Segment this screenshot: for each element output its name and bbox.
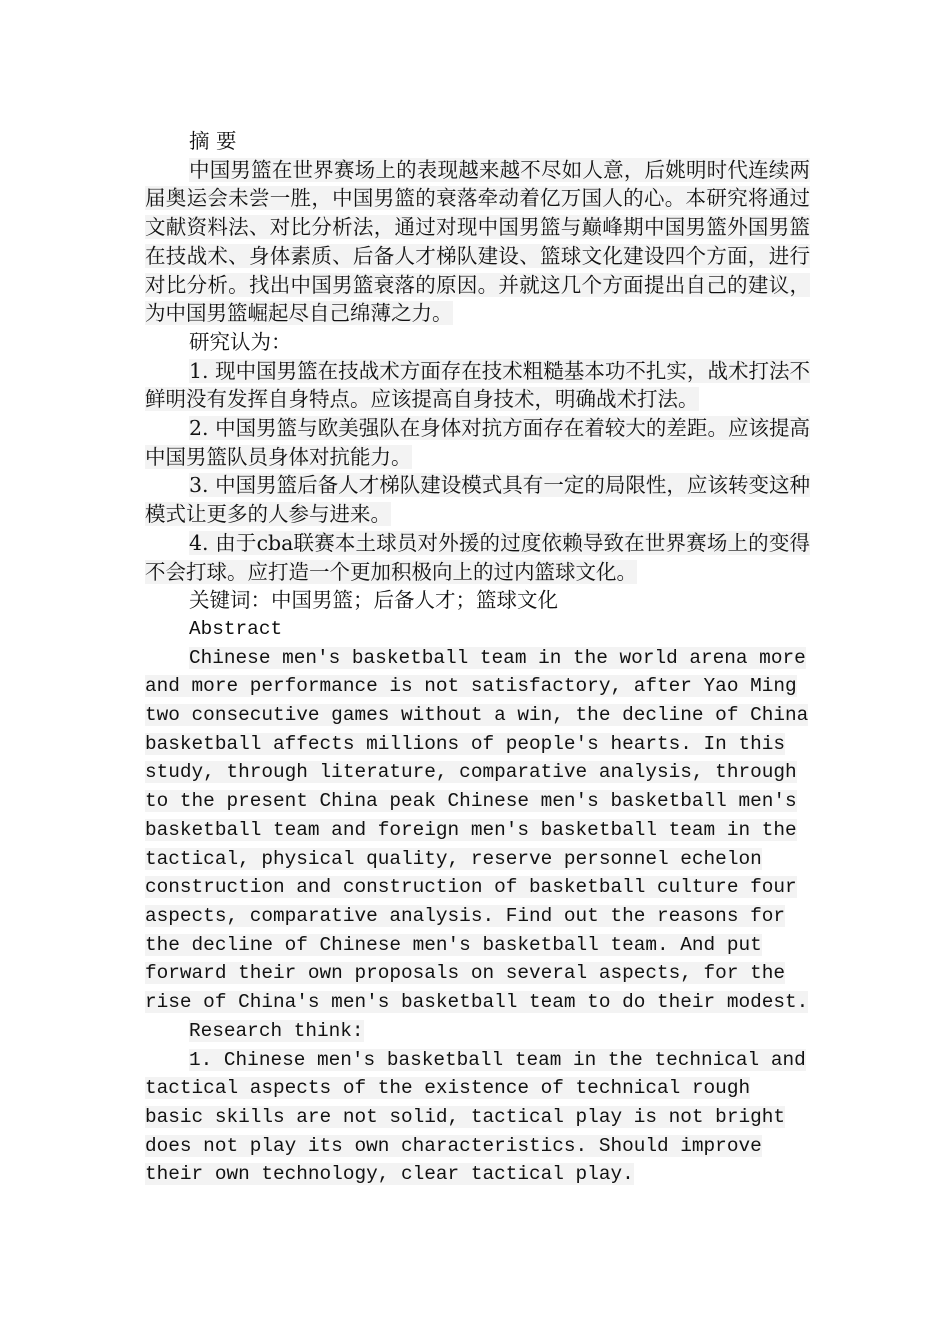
en-findings-label xyxy=(145,1017,810,1046)
zh-finding-1 xyxy=(145,357,810,414)
zh-keywords xyxy=(145,586,810,615)
zh-finding-3 xyxy=(145,471,810,528)
en-abstract-text: Chinese men's basketball team in the world arena more and more performance is not satisfactory, after Yao Ming two consecutive games without a win, the decline of China basketball affects millions of people's hearts. In this study, through literature, comparative analysis, through to the present China peak Chinese men's basketball men's basketball team and foreign men's basketball team in the tactical, physical quality, reserve personnel echelon construction and construction of basketball culture four aspects, comparative analysis. Find out the reasons for the decline of Chinese men's basketball team. And put forward their own proposals on several aspects, for the rise of China's men's basketball team to do their modest. xyxy=(145,646,809,1014)
zh-finding-2 xyxy=(145,414,810,471)
zh-abstract-paragraph xyxy=(145,156,810,328)
zh-finding-2-text: 2. 中国男篮与欧美强队在身体对抗方面存在着较大的差距。应该提高中国男篮队员身体对抗能力。 xyxy=(145,416,810,469)
en-abstract-heading-text: Abstract xyxy=(189,617,283,640)
en-abstract-heading xyxy=(145,615,810,644)
zh-finding-4-text: 4. 由于cba联赛本土球员对外援的过度依赖导致在世界赛场上的变得不会打球。应打造一个更加积极向上的过内篮球文化。 xyxy=(145,530,810,584)
document-page xyxy=(145,127,810,1189)
zh-finding-3-text: 3. 中国男篮后备人才梯队建设模式具有一定的局限性，应该转变这种模式让更多的人参与进来。 xyxy=(145,473,810,527)
zh-findings-label xyxy=(145,328,810,357)
en-findings-label-text: Research think: xyxy=(189,1019,364,1042)
zh-findings-label-text: 研究认为： xyxy=(189,329,292,354)
zh-abstract-text: 中国男篮在世界赛场上的表现越来越不尽如人意，后姚明时代连续两届奥运会未尝一胜，中国男篮的衰落牵动着亿万国人的心。本研究将通过文献资料法、对比分析法，通过对现中国男篮与巅峰期中国男篮外国男篮在技战术、身体素质、后备人才梯队建设、篮球文化建设四个方面，进行对比分析。找出中国男篮衰落的原因。并就这几个方面提出自己的建议，为中国男篮崛起尽自己绵薄之力。 xyxy=(145,157,810,326)
zh-abstract-heading xyxy=(145,127,810,156)
zh-abstract-heading-text: 摘 要 xyxy=(189,129,237,153)
en-finding-1 xyxy=(145,1046,810,1190)
zh-finding-1-text: 1. 现中国男篮在技战术方面存在技术粗糙基本功不扎实，战术打法不鲜明没有发挥自身特点。应该提高自身技术，明确战术打法。 xyxy=(145,358,810,412)
zh-finding-4 xyxy=(145,529,810,586)
zh-keywords-text: 关键词：中国男篮；后备人才；篮球文化 xyxy=(189,588,558,613)
en-finding-1-text: 1. Chinese men's basketball team in the technical and tactical aspects of the existence of technical rough basic skills are not solid, tactical play is not bright does not play its own characteristics. Should improve their own technology, clear tactical play. xyxy=(145,1048,806,1186)
en-abstract-paragraph xyxy=(145,644,810,1017)
